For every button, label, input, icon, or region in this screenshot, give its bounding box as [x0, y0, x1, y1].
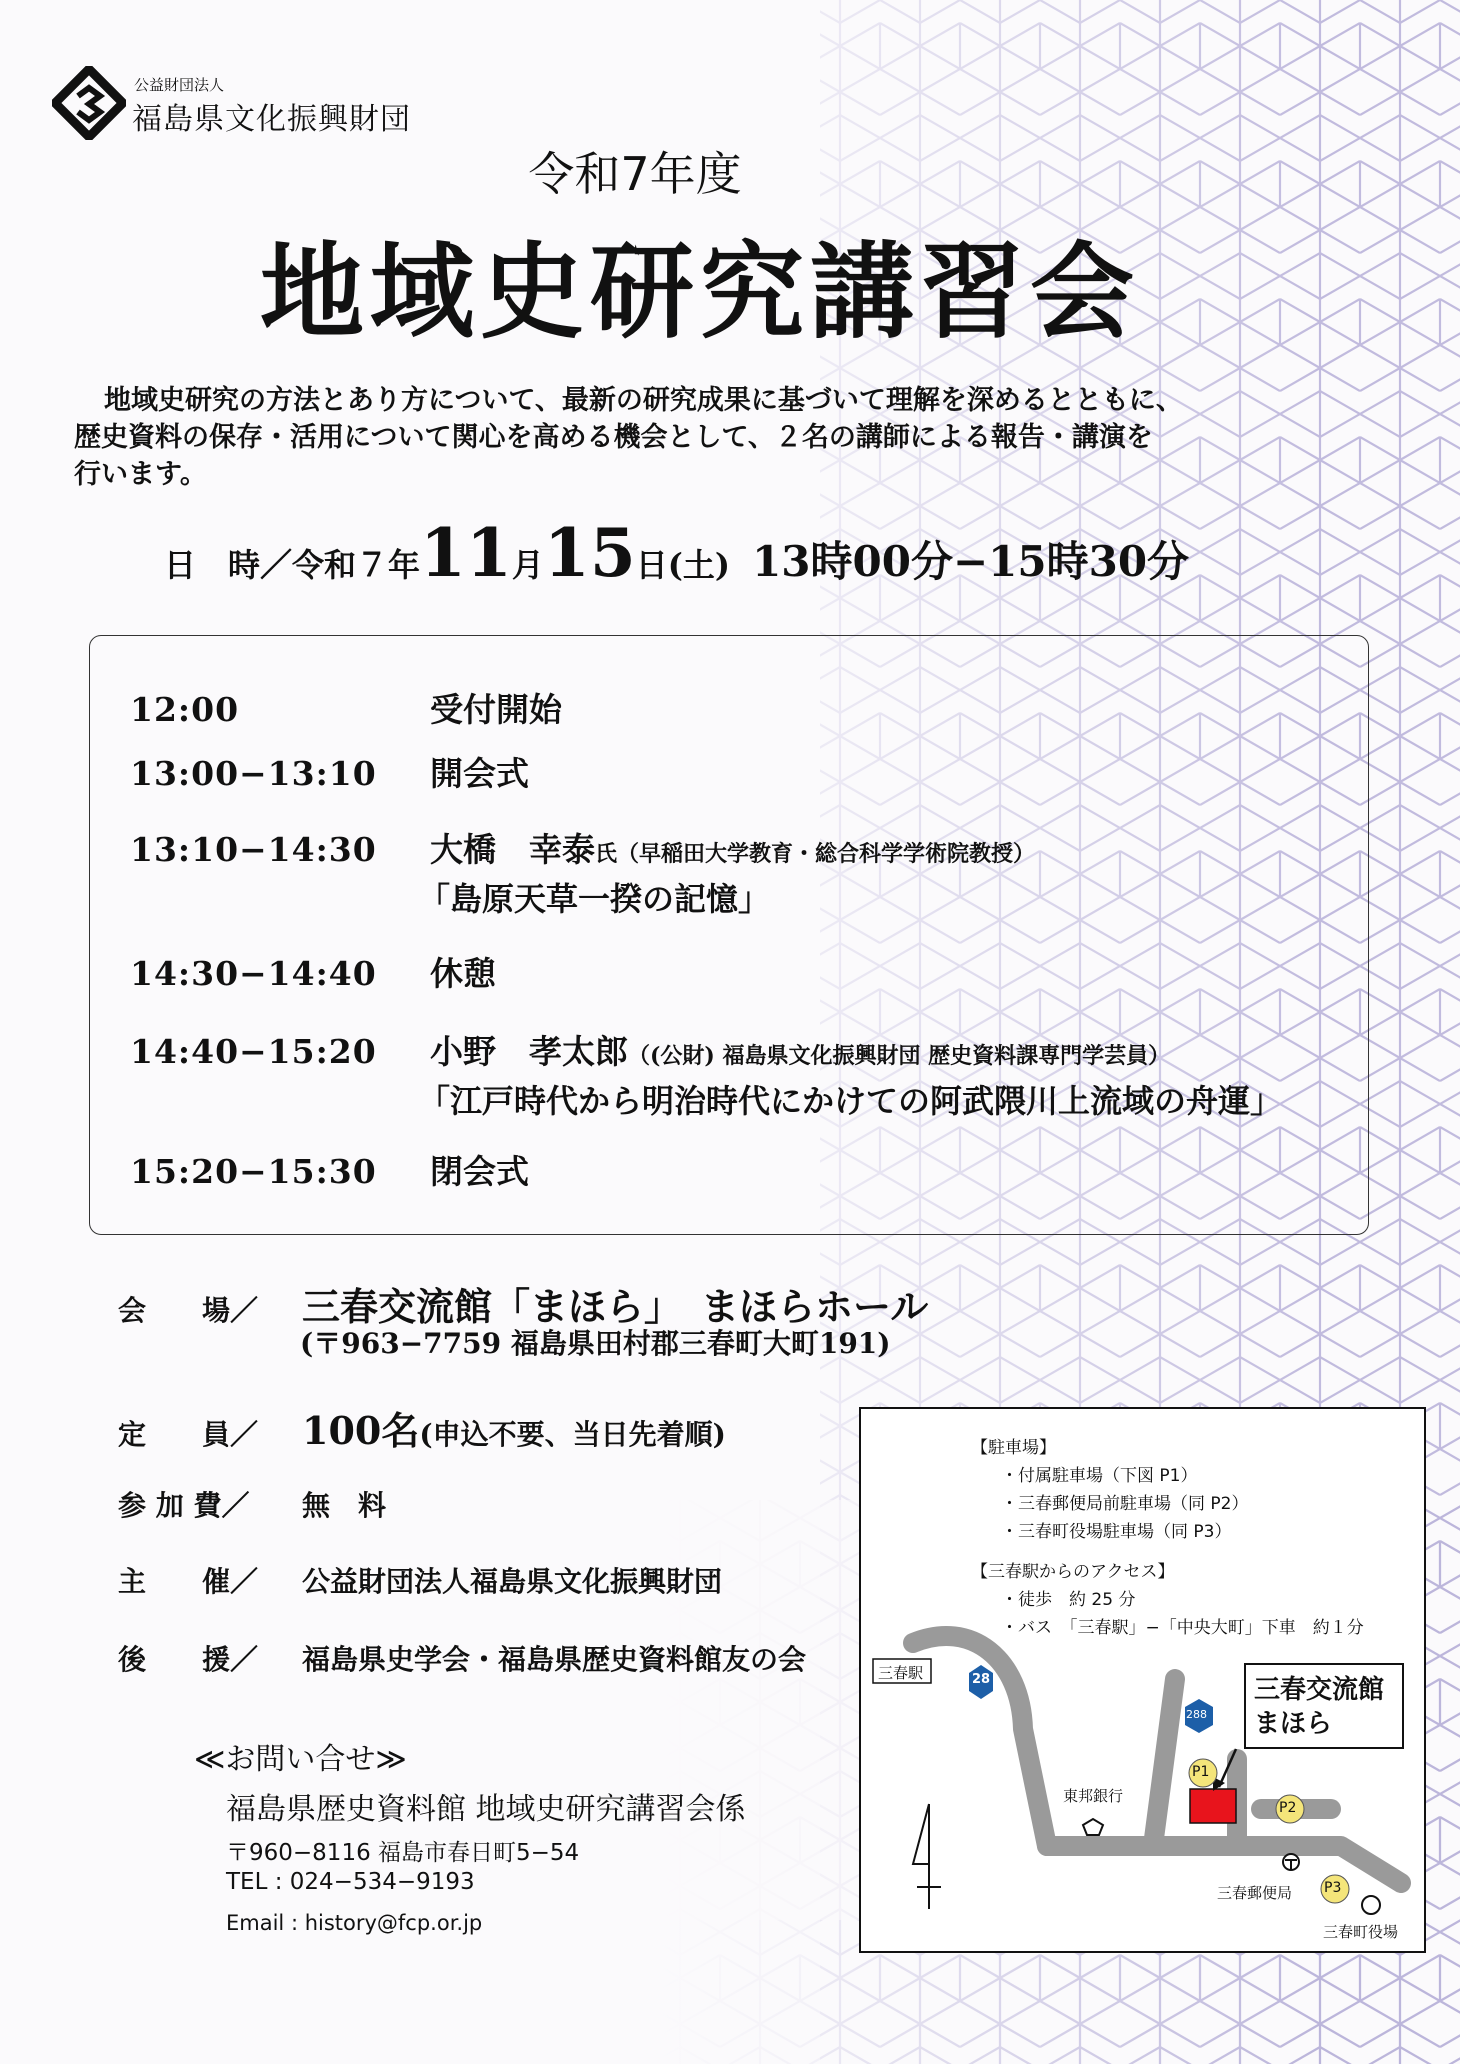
- fee-label: 参 加 費／: [118, 1489, 250, 1522]
- bank-icon: [1083, 1819, 1103, 1835]
- p3-label: P3: [1324, 1880, 1342, 1896]
- schedule-time: 14:40−15:20: [130, 1032, 377, 1071]
- capacity-note: (申込不要、当日先着順): [419, 1418, 726, 1451]
- schedule-row: [130, 824, 1036, 918]
- station-label: 三春駅: [878, 1664, 924, 1682]
- venue-map-label: [1244, 1663, 1404, 1749]
- page-title: 地域史研究講習会: [259, 231, 1140, 353]
- venue-address: (〒963−7759 福島県田村郡三春町大町191): [300, 1327, 891, 1360]
- schedule-row: [130, 948, 496, 995]
- fiscal-year: 令和7年度: [528, 147, 742, 201]
- venue-label: 会 場／: [118, 1294, 259, 1327]
- schedule-event: 閉会式: [430, 1152, 529, 1191]
- lecture-title: 「江戸時代から明治時代にかけての阿武隈川上流域の舟運」: [418, 1082, 1283, 1120]
- route-28-label: 28: [972, 1672, 991, 1687]
- lecturer-name: 大橋 幸泰: [430, 830, 595, 869]
- lecturer-affiliation: 氏（早稲田大学教育・総合科学学術院教授）: [595, 841, 1036, 867]
- support-row: [118, 1638, 806, 1678]
- fee-value: 無 料: [302, 1489, 387, 1522]
- access-item: ・徒歩 約 25 分: [1001, 1590, 1136, 1610]
- schedule-row: [130, 1026, 1283, 1120]
- contact-tel: TEL : 024−534−9193: [226, 1869, 475, 1895]
- contact-org: 福島県歴史資料館 地域史研究講習会係: [226, 1792, 746, 1827]
- fee-row: [118, 1484, 386, 1524]
- town-hall-icon: [1362, 1896, 1380, 1914]
- parking-item: ・三春町役場駐車場（同 P3）: [1001, 1522, 1232, 1542]
- foundation-logo-icon: [52, 66, 126, 140]
- support-value: 福島県史学会・福島県歴史資料館友の会: [302, 1643, 807, 1676]
- date-month-unit: 月: [511, 546, 544, 584]
- host-row: [118, 1560, 722, 1600]
- parking-item: ・付属駐車場（下図 P1）: [1001, 1466, 1198, 1486]
- schedule-time: 13:00−13:10: [130, 754, 377, 793]
- post-office-label: 三春郵便局: [1217, 1884, 1293, 1902]
- capacity-row: [118, 1400, 726, 1455]
- p1-label: P1: [1192, 1764, 1210, 1780]
- lecture-title: 「島原天草一揆の記憶」: [418, 880, 771, 918]
- intro-line: 行います。: [74, 459, 207, 490]
- route-288-label: 288: [1186, 1708, 1207, 1721]
- support-label: 後 援／: [118, 1643, 259, 1676]
- schedule-box: [89, 635, 1369, 1235]
- venue-name: 三春交流館「まほら」 まほらホール: [302, 1284, 929, 1329]
- host-label: 主 催／: [118, 1565, 259, 1598]
- schedule-event: 受付開始: [430, 690, 562, 729]
- lecturer-name: 小野 孝太郎: [430, 1032, 628, 1071]
- town-hall-label: 三春町役場: [1323, 1923, 1399, 1941]
- schedule-time: 15:20−15:30: [130, 1152, 377, 1191]
- date-day-unit: 日: [635, 546, 668, 584]
- org-name: 福島県文化振興財団: [132, 102, 411, 137]
- capacity-value: 100名: [302, 1408, 420, 1453]
- schedule-time: 14:30−14:40: [130, 954, 377, 993]
- event-time: 13時00分−15時30分: [752, 537, 1190, 586]
- intro-line: 地域史研究の方法とあり方について、最新の研究成果に基づいて理解を深めるとともに、: [104, 385, 1183, 416]
- venue-map-label-line2: まほら: [1254, 1709, 1333, 1739]
- org-prefix: 公益財団法人: [134, 76, 225, 94]
- intro-line: 歴史資料の保存・活用について関心を高める機会として、２名の講師による報告・講演を: [74, 422, 1153, 453]
- access-map: [859, 1407, 1426, 1953]
- access-item: ・バス 「三春駅」−「中央大町」下車 約１分: [1001, 1618, 1364, 1638]
- parking-heading: 【駐車場】: [971, 1438, 1056, 1458]
- date-weekday: (土): [667, 546, 731, 584]
- host-value: 公益財団法人福島県文化振興財団: [302, 1565, 723, 1598]
- schedule-row: [130, 684, 562, 731]
- p2-label: P2: [1279, 1800, 1297, 1816]
- date-day: 15: [543, 514, 636, 592]
- schedule-event: 休憩: [430, 954, 496, 993]
- lecturer-affiliation: （(公財) 福島県文化振興財団 歴史資料課専門学芸員）: [628, 1043, 1171, 1069]
- schedule-event: 開会式: [430, 754, 529, 793]
- contact-address: 〒960−8116 福島市春日町5−54: [226, 1840, 580, 1866]
- access-heading: 【三春駅からのアクセス】: [971, 1562, 1175, 1582]
- bank-label: 東邦銀行: [1063, 1787, 1124, 1805]
- capacity-label: 定 員／: [118, 1418, 259, 1451]
- event-datetime: [164, 514, 1189, 592]
- date-label: 日 時／令和７年: [164, 546, 421, 584]
- schedule-time: 12:00: [130, 690, 240, 729]
- post-office-icon: [1283, 1854, 1299, 1870]
- schedule-time: 13:10−14:30: [130, 830, 377, 869]
- contact-email[interactable]: Email : history@fcp.or.jp: [226, 1911, 483, 1935]
- venue-marker: [1190, 1789, 1236, 1823]
- contact-heading: ≪お問い合せ≫: [194, 1742, 407, 1777]
- date-month: 11: [420, 514, 512, 592]
- parking-item: ・三春郵便局前駐車場（同 P2）: [1001, 1494, 1249, 1514]
- schedule-row: [130, 748, 529, 795]
- schedule-row: [130, 1146, 529, 1193]
- intro-paragraph: [74, 382, 1414, 493]
- north-arrow-icon: [913, 1804, 941, 1909]
- venue-map-label-line1: 三春交流館: [1254, 1675, 1385, 1705]
